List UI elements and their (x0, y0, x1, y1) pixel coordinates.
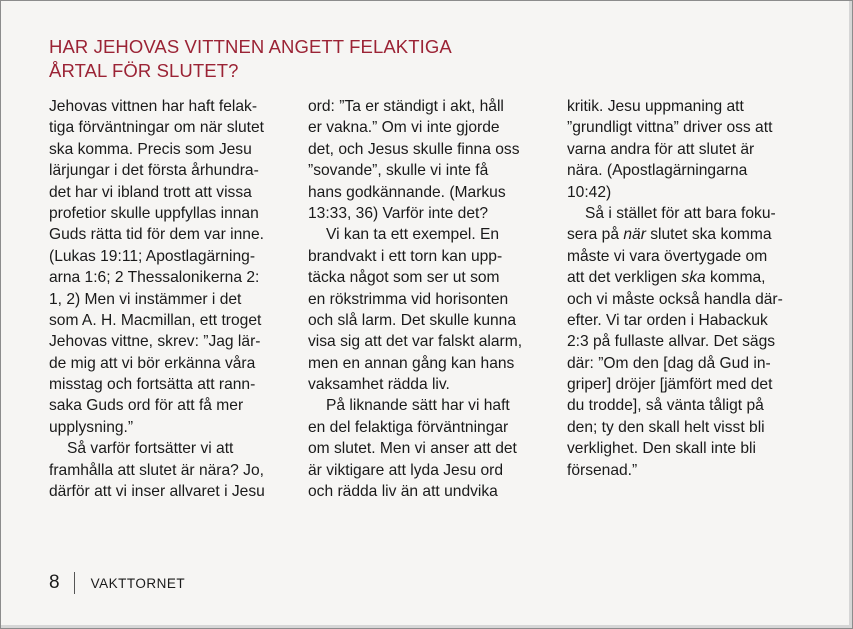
text-line: ”grundligt vittna” driver oss att (567, 119, 773, 137)
text-line: upplysning.” (49, 418, 134, 436)
emphasized-word: när (623, 226, 646, 244)
text-line: er vakna.” Om vi inte gjorde (308, 119, 500, 137)
emphasized-word: ska (681, 269, 706, 287)
text-line: och vi måste också handla där- (567, 290, 783, 308)
text-line: därför att vi inser allvaret i Jesu (49, 483, 265, 501)
text-line: du trodde], så vänta tåligt på (567, 397, 764, 415)
text-line (567, 203, 807, 224)
text-line: Så varför fortsätter vi att (67, 440, 234, 458)
text-line: Jehovas vittne, skrev: ”Jag lär- (49, 333, 261, 351)
footer-divider (74, 572, 75, 594)
page-footer (49, 572, 185, 594)
text-line: kritik. Jesu uppmaning att (567, 98, 744, 115)
text-line: 10:42) (567, 183, 612, 201)
text-line: misstag och fortsätta att rann- (49, 376, 256, 394)
text-line: täcka något som ser ut som (308, 269, 500, 287)
text-segment: att det verkligen (567, 269, 682, 287)
text-line: På liknande sätt har vi haft (326, 397, 510, 415)
text-line: nära. (Apostlagärningarna (567, 162, 748, 180)
text-segment: komma, (705, 269, 766, 287)
text-line: lärjungar i det första århundra- (49, 162, 259, 180)
text-column-1 (49, 96, 289, 502)
text-line: verklighet. Den skall inte bli (567, 440, 756, 458)
text-line: visa sig att det var falskt alarm, (308, 333, 523, 351)
text-line (567, 224, 807, 245)
text-line: är viktigare att lyda Jesu ord (308, 461, 504, 479)
title-line-2: ÅRTAL FÖR SLUTET? (49, 60, 239, 81)
text-line: Vi kan ta ett exempel. En (326, 226, 500, 244)
text-line: en del felaktiga förväntningar (308, 418, 509, 436)
page-number: 8 (49, 572, 60, 593)
magazine-name: VAKTTORNET (90, 575, 186, 591)
title-line-1: HAR JEHOVAS VITTNEN ANGETT FELAKTIGA (49, 36, 452, 57)
text-line: där: ”Om den [dag då Gud in- (567, 354, 771, 372)
text-line: måste vi vara övertygade om (567, 247, 768, 265)
text-line: 2:3 på fullaste allvar. Det sägs (567, 333, 776, 351)
text-line: som A. H. Macmillan, ett troget (49, 311, 262, 329)
text-line: (Lukas 19:11; Apostlagärning- (49, 247, 256, 265)
text-line: 13:33, 36) Varför inte det? (308, 204, 489, 222)
text-line: ord: ”Ta er ständigt i akt, håll (308, 98, 504, 115)
text-line: det, och Jesus skulle finna oss (308, 140, 520, 158)
text-line: hans godkännande. (Markus (308, 183, 506, 201)
text-line: ”sovande”, skulle vi inte få (308, 162, 489, 180)
text-line: men en annan gång kan hans (308, 354, 515, 372)
text-line: varna andra för att slutet är (567, 140, 755, 158)
text-line: om slutet. Men vi anser att det (308, 440, 517, 458)
text-line: arna 1:6; 2 Thessalonikerna 2: (49, 269, 260, 287)
text-line: framhålla att slutet är nära? Jo, (49, 461, 264, 479)
text-segment: sera på (567, 226, 624, 244)
text-line (567, 267, 807, 288)
article-title (49, 35, 452, 83)
text-line: och rädda liv än att undvika (308, 483, 498, 501)
text-column-2 (308, 96, 548, 502)
text-line: försenad.” (567, 461, 638, 479)
text-line: tiga förväntningar om när slutet (49, 119, 264, 137)
text-line: Jehovas vittnen har haft felak- (49, 98, 258, 115)
text-line: vaksamhet rädda liv. (308, 376, 450, 394)
text-line: och slå larm. Det skulle kunna (308, 311, 517, 329)
text-line: den; ty den skall helt visst bli (567, 418, 765, 436)
text-column-3 (567, 96, 807, 481)
text-line: saka Guds ord för att få mer (49, 397, 244, 415)
text-segment: Så i stället för att bara foku- (585, 204, 776, 222)
text-line: en rökstrimma vid horisonten (308, 290, 509, 308)
text-line: 1, 2) Men vi instämmer i det (49, 290, 242, 308)
text-line: griper] dröjer [jämfört med det (567, 376, 773, 394)
text-line: de mig att vi bör erkänna våra (49, 354, 256, 372)
text-line: profetior skulle uppfyllas innan (49, 204, 259, 222)
text-line: efter. Vi tar orden i Habackuk (567, 311, 768, 329)
text-line: ska komma. Precis som Jesu (49, 140, 252, 158)
text-line: brandvakt i ett torn kan upp- (308, 247, 503, 265)
text-line: det har vi ibland trott att vissa (49, 183, 252, 201)
text-line: Guds rätta tid för dem var inne. (49, 226, 264, 244)
text-segment: slutet ska komma (645, 226, 772, 244)
